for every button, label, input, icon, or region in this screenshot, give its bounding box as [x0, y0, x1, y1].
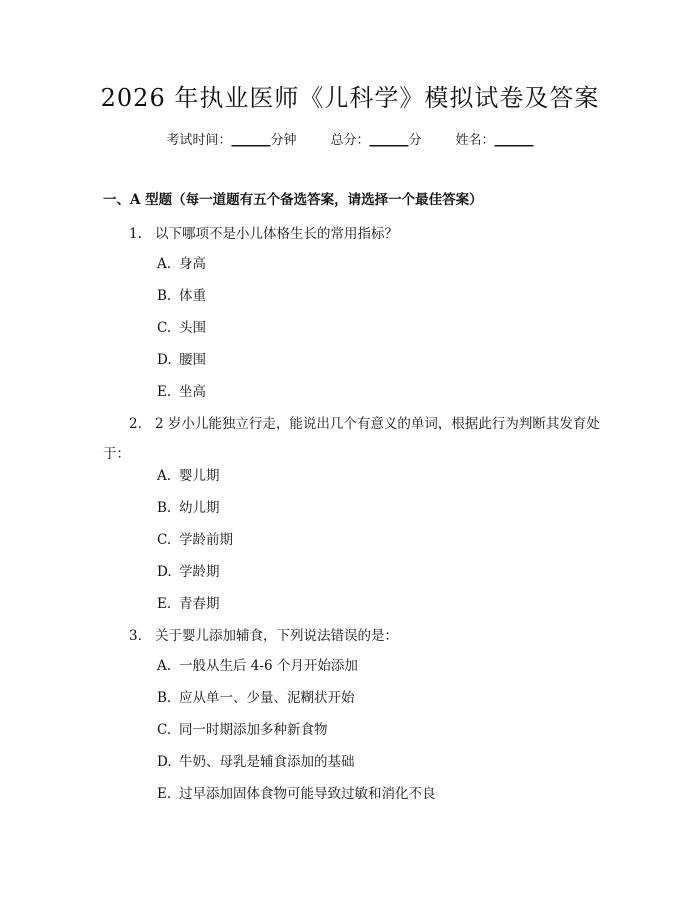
- option-1d: [157, 349, 206, 371]
- option-3a: [157, 655, 358, 677]
- exam-time-label: 考试时间：: [166, 133, 232, 148]
- option-letter: C.: [157, 722, 172, 738]
- question-number: 3.: [129, 628, 142, 644]
- option-1e: [157, 381, 206, 403]
- total-score-blank: ______: [369, 133, 409, 148]
- option-3e: [157, 783, 436, 805]
- option-text: 同一时期添加多种新食物: [179, 722, 328, 738]
- option-text: 一般从生后 4-6 个月开始添加: [179, 658, 358, 674]
- option-1b: [157, 285, 206, 307]
- option-letter: E.: [157, 384, 172, 400]
- option-letter: D.: [157, 564, 172, 580]
- option-text: 应从单一、少量、泥糊状开始: [179, 690, 355, 706]
- student-name-blank: ______: [494, 133, 534, 148]
- option-text: 青春期: [179, 596, 220, 612]
- option-text: 婴儿期: [179, 468, 220, 484]
- option-letter: B.: [157, 690, 172, 706]
- option-letter: C.: [157, 532, 172, 548]
- option-text: 学龄前期: [179, 532, 233, 548]
- option-text: 幼儿期: [179, 500, 220, 516]
- question-2: [103, 409, 600, 469]
- option-text: 过早添加固体食物可能导致过敏和消化不良: [179, 786, 436, 802]
- option-2b: [157, 497, 220, 519]
- option-letter: D.: [157, 352, 172, 368]
- total-score: [330, 131, 421, 151]
- exam-time-unit: 分钟: [270, 133, 297, 148]
- exam-info-line: [0, 131, 700, 151]
- exam-time: [166, 131, 296, 151]
- question-text: 2 岁小儿能独立行走，能说出几个有意义的单词，根据此行为判断其发育处于：: [103, 416, 600, 462]
- page-title: 2026 年执业医师《儿科学》模拟试卷及答案: [100, 84, 600, 112]
- question-number: 2.: [129, 416, 142, 432]
- option-letter: E.: [157, 596, 172, 612]
- question-1: [103, 219, 600, 249]
- option-letter: B.: [157, 288, 172, 304]
- student-name: [456, 131, 534, 151]
- option-2e: [157, 593, 220, 615]
- question-number: 1.: [129, 226, 142, 242]
- option-letter: D.: [157, 754, 172, 770]
- section-heading: 一、A 型题（每一道题有五个备选答案，请选择一个最佳答案）: [103, 192, 483, 208]
- student-name-label: 姓名：: [455, 133, 495, 148]
- option-2a: [157, 465, 220, 487]
- option-text: 头围: [179, 320, 206, 336]
- option-letter: B.: [157, 500, 172, 516]
- option-text: 体重: [179, 288, 206, 304]
- option-1c: [157, 317, 206, 339]
- option-3d: [157, 751, 355, 773]
- total-score-unit: 分: [408, 133, 422, 148]
- option-letter: A.: [157, 658, 172, 674]
- option-letter: E.: [157, 786, 172, 802]
- option-text: 牛奶、母乳是辅食添加的基础: [179, 754, 355, 770]
- exam-time-blank: ______: [231, 133, 271, 148]
- question-text: 关于婴儿添加辅食，下列说法错误的是：: [155, 628, 398, 644]
- option-text: 身高: [179, 256, 206, 272]
- option-3b: [157, 687, 355, 709]
- option-letter: C.: [157, 320, 172, 336]
- option-1a: [157, 253, 206, 275]
- option-text: 坐高: [179, 384, 206, 400]
- question-3: [103, 621, 600, 651]
- option-letter: A.: [157, 468, 172, 484]
- question-text: 以下哪项不是小儿体格生长的常用指标？: [155, 226, 398, 242]
- option-2d: [157, 561, 220, 583]
- option-text: 学龄期: [179, 564, 220, 580]
- option-3c: [157, 719, 328, 741]
- option-text: 腰围: [179, 352, 206, 368]
- option-letter: A.: [157, 256, 172, 272]
- total-score-label: 总分：: [330, 133, 370, 148]
- option-2c: [157, 529, 233, 551]
